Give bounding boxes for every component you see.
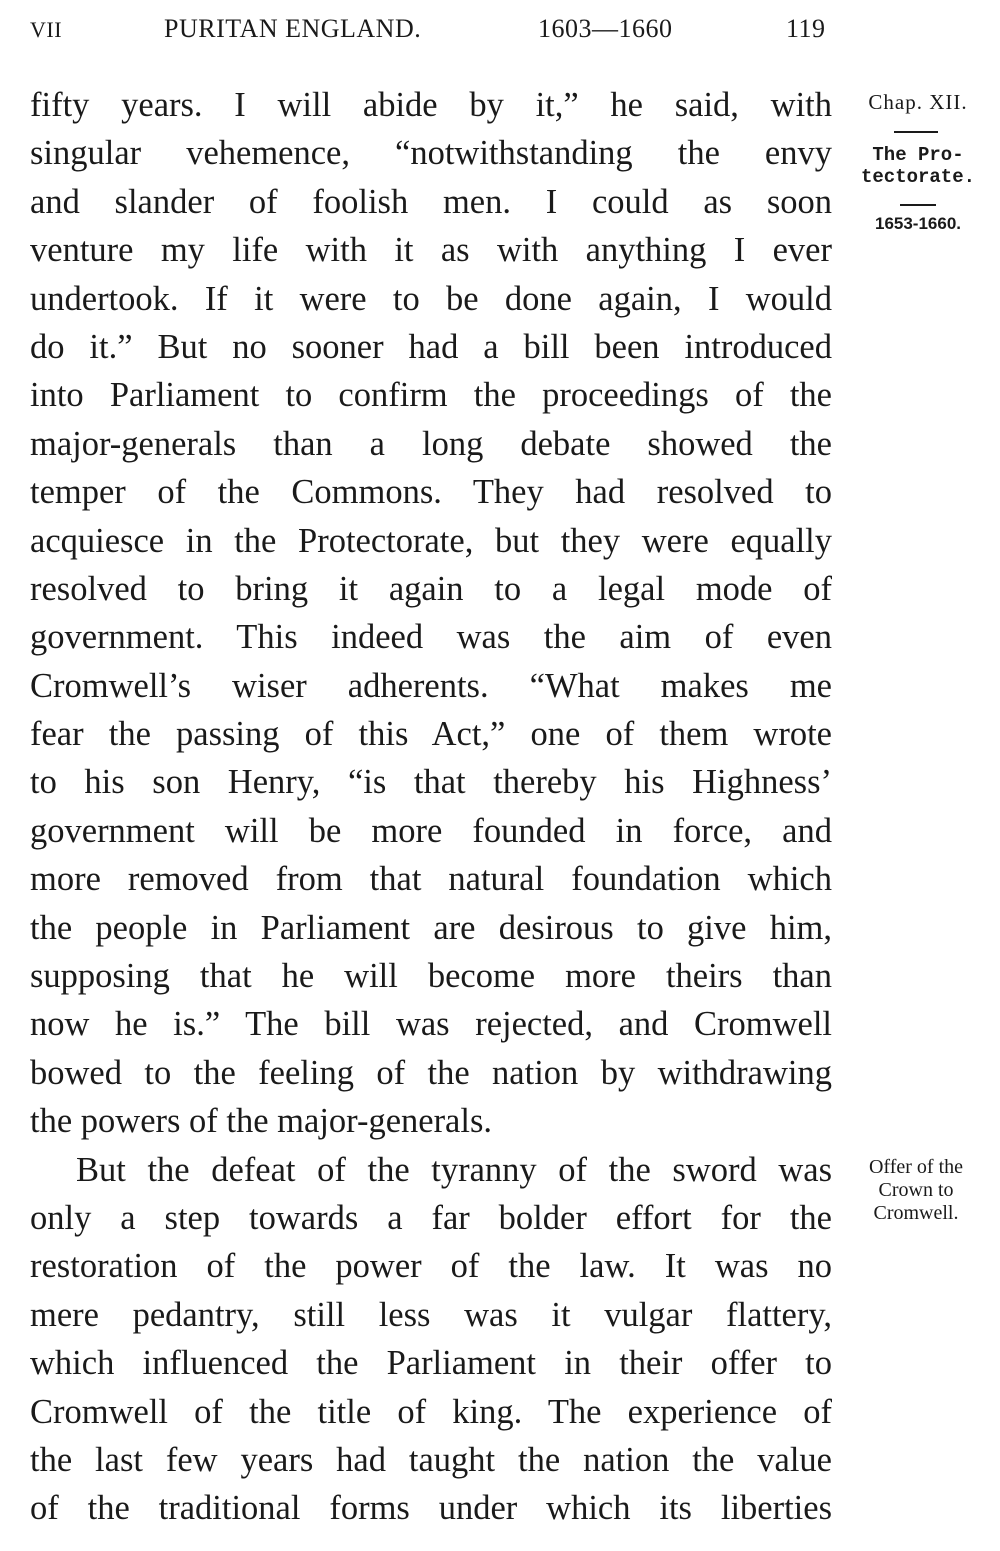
- text-line: undertook. If it were to be done again, I would: [30, 279, 832, 318]
- margin-note-offer: [846, 1156, 986, 1225]
- text-line: fear the passing of this Act,” one of them wrote: [30, 715, 832, 754]
- margin-note-offer-line3: Cromwell.: [873, 1202, 959, 1224]
- text-line: and slander of foolish men. I could as soon: [30, 182, 832, 221]
- text-line: government will be more founded in force, and: [30, 811, 832, 850]
- text-line: fifty years. I will abide by it,” he said, with: [30, 86, 832, 124]
- margin-note-years: 1653-1660.: [874, 214, 962, 233]
- text-line: resolved to bring it again to a legal mode of: [30, 569, 832, 608]
- text-line: more removed from that natural foundation which: [30, 860, 832, 899]
- text-line: of the traditional forms under which its liberties: [30, 1489, 832, 1528]
- text-line: singular vehemence, “notwithstanding the envy: [30, 134, 832, 173]
- margin-note-offer-line1: Offer of the: [868, 1156, 964, 1178]
- text-line: restoration of the power of the law. It was no: [30, 1247, 832, 1286]
- text-line: supposing that he will become more theirs than: [30, 957, 832, 996]
- margin-note-topic-line2: tectorate.: [860, 166, 976, 188]
- margin-rule-short: [900, 204, 936, 206]
- text-line: mere pedantry, still less was it vulgar flattery,: [30, 1295, 832, 1334]
- margin-rule: [894, 131, 938, 133]
- header-title: PURITAN ENGLAND.: [164, 14, 422, 43]
- text-line: major-generals than a long debate showed the: [30, 424, 832, 463]
- text-line: government. This indeed was the aim of even: [30, 618, 832, 657]
- margin-note-offer-line2: Crown to: [878, 1179, 954, 1201]
- text-line: only a step towards a far bolder effort for the: [30, 1198, 832, 1237]
- text-line: the people in Parliament are desirous to give him,: [30, 908, 832, 947]
- text-line: to his son Henry, “is that thereby his Highness’: [30, 763, 832, 802]
- body-text: [30, 81, 832, 1533]
- text-line: into Parliament to confirm the proceedings of the: [30, 376, 832, 415]
- paragraph-start-line: But the defeat of the tyranny of the sword was: [76, 1150, 832, 1189]
- header-chapter: VII: [30, 17, 63, 42]
- header-dates: 1603—1660: [538, 14, 673, 43]
- margin-note-topic: [848, 144, 988, 188]
- page-number: 119: [786, 14, 826, 43]
- text-line: Cromwell of the title of king. The experience of: [30, 1392, 832, 1431]
- text-line: temper of the Commons. They had resolved to: [30, 473, 832, 512]
- text-line: the last few years had taught the nation the value: [30, 1440, 832, 1479]
- margin-note-topic-line1: The Pro-: [872, 144, 964, 166]
- text-line: venture my life with it as with anything I ever: [30, 231, 832, 270]
- text-line: which influenced the Parliament in their offer to: [30, 1344, 832, 1383]
- text-line: do it.” But no sooner had a bill been introduced: [30, 327, 832, 366]
- text-line: the powers of the major-generals.: [30, 1102, 493, 1141]
- running-head: [30, 14, 832, 54]
- text-line: bowed to the feeling of the nation by withdrawing: [30, 1053, 832, 1092]
- text-line: Cromwell’s wiser adherents. “What makes me: [30, 666, 832, 705]
- text-line: acquiesce in the Protectorate, but they were equally: [30, 521, 832, 560]
- margin-note-chapter: Chap. XII.: [868, 90, 968, 114]
- text-line: now he is.” The bill was rejected, and Cromwell: [30, 1005, 832, 1044]
